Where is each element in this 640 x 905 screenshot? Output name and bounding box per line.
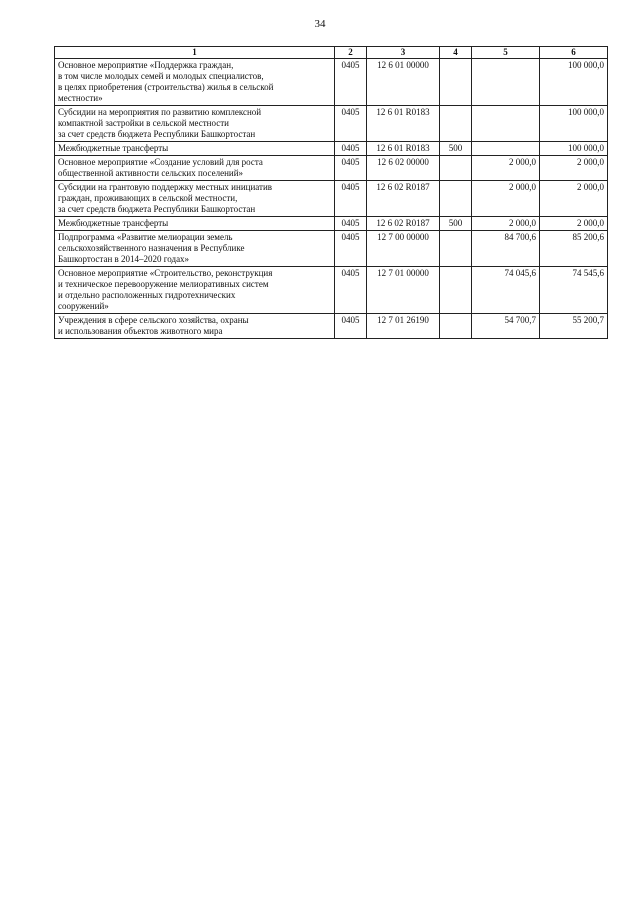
item-name: Учреждения в сфере сельского хозяйства, охраны и использования объектов животного мира: [55, 314, 335, 339]
amount-column-5: 84 700,6: [472, 231, 540, 267]
target-article-code: 12 6 01 R0183: [367, 142, 440, 156]
target-article-code: 12 6 01 R0183: [367, 106, 440, 142]
section-code: 0405: [335, 267, 367, 314]
item-name: Основное мероприятие «Создание условий для роста общественной активности сельских поселений»: [55, 156, 335, 181]
target-article-code: 12 7 01 26190: [367, 314, 440, 339]
section-code: 0405: [335, 142, 367, 156]
column-header: 4: [440, 47, 472, 59]
section-code: 0405: [335, 217, 367, 231]
table-row: [55, 156, 608, 181]
expense-type-code: [440, 106, 472, 142]
amount-column-5: 2 000,0: [472, 156, 540, 181]
expense-type-code: [440, 231, 472, 267]
expense-type-code: [440, 59, 472, 106]
expense-type-code: [440, 314, 472, 339]
item-name: Субсидии на грантовую поддержку местных инициатив граждан, проживающих в сельской местности, за счет средств бюджета Республики Башкортостан: [55, 181, 335, 217]
budget-table: [54, 46, 608, 339]
amount-column-6: 100 000,0: [540, 106, 608, 142]
amount-column-6: 100 000,0: [540, 59, 608, 106]
expense-type-code: 500: [440, 142, 472, 156]
table-header-row: [55, 47, 608, 59]
column-header: 3: [367, 47, 440, 59]
table-row: [55, 59, 608, 106]
amount-column-5: 54 700,7: [472, 314, 540, 339]
section-code: 0405: [335, 314, 367, 339]
amount-column-6: 100 000,0: [540, 142, 608, 156]
column-header: 6: [540, 47, 608, 59]
section-code: 0405: [335, 156, 367, 181]
table-row: [55, 181, 608, 217]
table-row: [55, 314, 608, 339]
amount-column-6: 55 200,7: [540, 314, 608, 339]
section-code: 0405: [335, 59, 367, 106]
column-header: 1: [55, 47, 335, 59]
expense-type-code: [440, 181, 472, 217]
amount-column-5: [472, 142, 540, 156]
section-code: 0405: [335, 231, 367, 267]
item-name: Подпрограмма «Развитие мелиорации земель сельскохозяйственного назначения в Республике Башкортостан в 2014–2020 годах»: [55, 231, 335, 267]
amount-column-6: 85 200,6: [540, 231, 608, 267]
item-name: Межбюджетные трансферты: [55, 217, 335, 231]
amount-column-5: 2 000,0: [472, 217, 540, 231]
column-header: 5: [472, 47, 540, 59]
target-article-code: 12 6 01 00000: [367, 59, 440, 106]
target-article-code: 12 7 01 00000: [367, 267, 440, 314]
page-number: 34: [314, 18, 326, 30]
amount-column-5: 74 045,6: [472, 267, 540, 314]
section-code: 0405: [335, 106, 367, 142]
item-name: Основное мероприятие «Поддержка граждан, в том числе молодых семей и молодых специалистов, в целях приобретения (строительства) жилья в сельской местности»: [55, 59, 335, 106]
item-name: Основное мероприятие «Строительство, реконструкция и техническое перевооружение мелиоративных систем и отдельно расположенных гидротехнических сооружений»: [55, 267, 335, 314]
amount-column-6: 2 000,0: [540, 181, 608, 217]
expense-type-code: [440, 156, 472, 181]
section-code: 0405: [335, 181, 367, 217]
amount-column-5: 2 000,0: [472, 181, 540, 217]
column-header: 2: [335, 47, 367, 59]
table-row: [55, 267, 608, 314]
table-row: [55, 106, 608, 142]
table-row: [55, 217, 608, 231]
expense-type-code: [440, 267, 472, 314]
target-article-code: 12 6 02 00000: [367, 156, 440, 181]
target-article-code: 12 6 02 R0187: [367, 217, 440, 231]
table-row: [55, 231, 608, 267]
amount-column-5: [472, 106, 540, 142]
target-article-code: 12 6 02 R0187: [367, 181, 440, 217]
target-article-code: 12 7 00 00000: [367, 231, 440, 267]
amount-column-6: 2 000,0: [540, 156, 608, 181]
table-row: [55, 142, 608, 156]
expense-type-code: 500: [440, 217, 472, 231]
amount-column-5: [472, 59, 540, 106]
amount-column-6: 2 000,0: [540, 217, 608, 231]
item-name: Субсидии на мероприятия по развитию комплексной компактной застройки в сельской местности за счет средств бюджета Республики Башкортостан: [55, 106, 335, 142]
item-name: Межбюджетные трансферты: [55, 142, 335, 156]
amount-column-6: 74 545,6: [540, 267, 608, 314]
